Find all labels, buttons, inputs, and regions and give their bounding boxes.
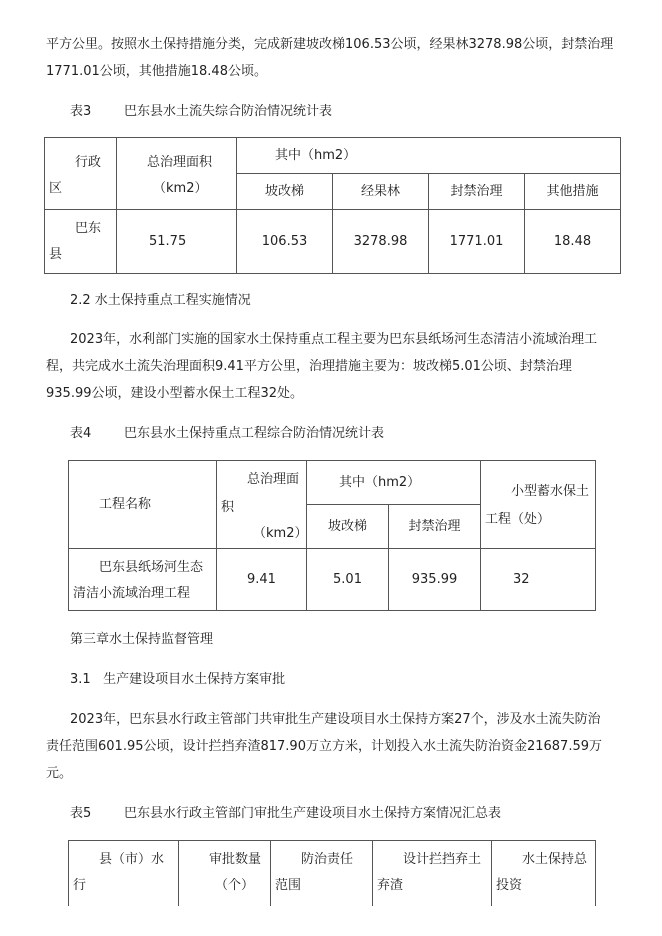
table3-cell-region xyxy=(45,210,117,274)
intro-line-1: 平方公里。按照水土保持措施分类，完成新建坡改梯106.53公顷，经果林3278.98公顷，封禁治理 xyxy=(46,37,614,52)
table3-header-slope: 坡改梯 xyxy=(237,174,333,210)
table3-cell-orchard: 3278.98 xyxy=(333,210,429,274)
table4-cell-name-line2: 清洁小流域治理工程 xyxy=(73,586,191,601)
chapter-3-heading: 第三章水土保持监督管理 xyxy=(70,632,214,647)
para-2-2-line-3: 935.99公顷，建设小型蓄水保土工程32处。 xyxy=(46,386,304,401)
table4-header-slope: 坡改梯 xyxy=(307,505,389,549)
table-row xyxy=(69,549,596,611)
table4-header-group: 其中（hm2） xyxy=(307,461,481,505)
para-3-1-line-2: 责任范围601.95公顷，设计拦挡弃渣817.90万立方米，计划投入水土流失防治资金21687.59万 xyxy=(46,739,603,754)
table3-caption xyxy=(70,103,332,121)
table3-cell-closure: 1771.01 xyxy=(429,210,525,274)
table3 xyxy=(44,137,621,274)
table3-cell-total: 51.75 xyxy=(117,210,237,274)
table5-header-scope-line2: 范围 xyxy=(275,878,302,893)
table3-header-region-line2: 区 xyxy=(49,181,63,196)
table3-header-group: 其中（hm2） xyxy=(237,138,621,174)
table3-cell-slope: 106.53 xyxy=(237,210,333,274)
table3-header-total-line1: 总治理面积 xyxy=(147,155,213,170)
para-2-2-line-1: 2023年，水利部门实施的国家水土保持重点工程主要为巴东县纸场河生态清洁小流域治理工 xyxy=(70,332,598,347)
table5-header-investment xyxy=(492,841,596,907)
table5-header-spoil-line2: 弃渣 xyxy=(377,878,404,893)
table5-header-investment-line2: 投资 xyxy=(496,878,523,893)
table4-cell-name-line1: 巴东县纸场河生态 xyxy=(99,560,204,575)
table5-header-county xyxy=(69,841,179,907)
table4-header-total-line1: 总治理面 xyxy=(247,472,300,487)
table5-header-investment-line1: 水土保持总 xyxy=(522,852,588,867)
table3-cell-other: 18.48 xyxy=(525,210,621,274)
table5-header-scope xyxy=(271,841,373,907)
table4-cell-total: 9.41 xyxy=(217,549,307,611)
table5-caption-number: 表5 xyxy=(70,806,92,821)
table3-header-other: 其他措施 xyxy=(525,174,621,210)
table4-header-small-works xyxy=(481,461,596,549)
table3-header-total-line2: （km2） xyxy=(153,181,208,196)
table4-cell-closure: 935.99 xyxy=(389,549,481,611)
table3-caption-title: 巴东县水土流失综合防治情况统计表 xyxy=(124,104,333,119)
table5 xyxy=(68,840,596,906)
table4-cell-name xyxy=(69,549,217,611)
table4-caption-number: 表4 xyxy=(70,426,92,441)
para-3-1-line-1: 2023年，巴东县水行政主管部门共审批生产建设项目水土保持方案27个，涉及水土流失防治 xyxy=(70,712,601,727)
table5-header-county-line2: 行 xyxy=(73,878,87,893)
table4-cell-slope: 5.01 xyxy=(307,549,389,611)
table5-header-count xyxy=(179,841,271,907)
table5-caption xyxy=(70,805,501,823)
table4-header-total-line3: （km2） xyxy=(253,526,308,541)
intro-line-2: 1771.01公顷，其他措施18.48公顷。 xyxy=(46,64,267,79)
table4 xyxy=(68,460,596,611)
para-3-1-line-3: 元。 xyxy=(46,766,73,781)
table5-caption-title: 巴东县水行政主管部门审批生产建设项目水土保持方案情况汇总表 xyxy=(124,806,502,821)
section-2-2-heading: 2.2 水土保持重点工程实施情况 xyxy=(70,293,251,308)
table4-header-closure: 封禁治理 xyxy=(389,505,481,549)
table4-header-name: 工程名称 xyxy=(69,461,217,549)
table5-header-spoil xyxy=(373,841,492,907)
para-2-2-line-2: 程，共完成水土流失治理面积9.41平方公里，治理措施主要为：坡改梯5.01公顷、封禁治理 xyxy=(46,359,572,374)
table4-caption-title: 巴东县水土保持重点工程综合防治情况统计表 xyxy=(124,426,385,441)
table5-header-scope-line1: 防治责任 xyxy=(301,852,354,867)
table3-header-closure: 封禁治理 xyxy=(429,174,525,210)
table4-cell-small-works: 32 xyxy=(481,549,596,611)
table3-cell-region-line2: 县 xyxy=(49,247,63,262)
table4-header-small-line2: 工程（处） xyxy=(485,512,551,527)
table3-header-orchard: 经果林 xyxy=(333,174,429,210)
table4-header-total xyxy=(217,461,307,549)
table-row xyxy=(45,210,621,274)
table5-header-spoil-line1: 设计拦挡弃土 xyxy=(403,852,482,867)
table3-cell-region-line1: 巴东 xyxy=(75,221,102,236)
table3-caption-number: 表3 xyxy=(70,104,92,119)
table3-header-region-line1: 行政 xyxy=(75,155,102,170)
table5-header-county-line1: 县（市）水 xyxy=(99,852,165,867)
table5-header-count-line2: （个） xyxy=(215,878,255,893)
table4-caption xyxy=(70,425,384,443)
table5-clip xyxy=(68,840,598,906)
table3-header-total xyxy=(117,138,237,210)
table4-header-small-line1: 小型蓄水保土 xyxy=(511,484,590,499)
table5-header-count-line1: 审批数量 xyxy=(209,852,262,867)
table3-header-region xyxy=(45,138,117,210)
section-3-1-heading: 3.1 生产建设项目水土保持方案审批 xyxy=(70,672,286,687)
table4-header-total-line2: 积 xyxy=(221,500,235,515)
